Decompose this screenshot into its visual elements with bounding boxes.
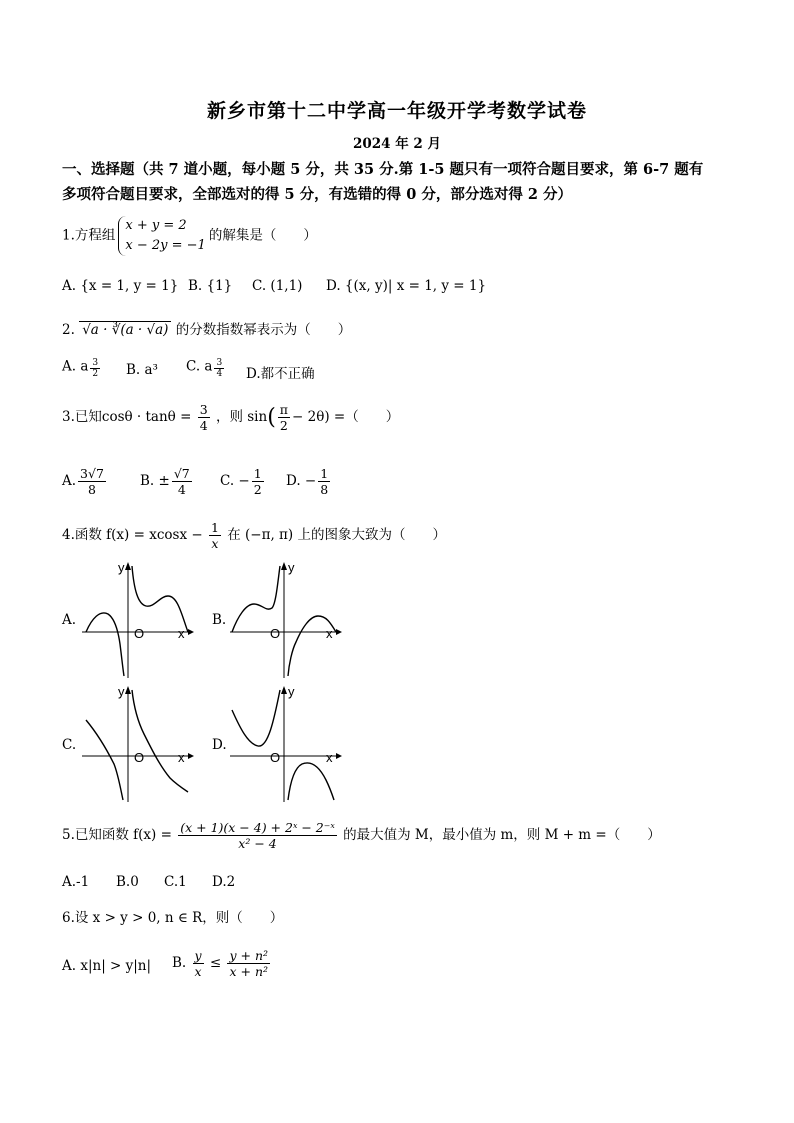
q4-graph-b-origin-label: O (270, 626, 281, 641)
q2-option-d: D.都不正确 (246, 366, 315, 382)
q1-prefix: 1.方程组 (62, 227, 116, 244)
q4-graph-d-origin-label: O (270, 750, 281, 765)
q4-label-a: A. (62, 612, 77, 628)
q2-radical-expression: √a · ∛(a · √a) (79, 321, 171, 338)
q4-label-b: B. (212, 612, 227, 628)
q4-graph-c-x-label: x (178, 750, 185, 765)
page-title: 新乡市第十二中学高一年级开学考数学试卷 (206, 100, 587, 122)
q1-option-d: D. {(x, y)| x = 1, y = 1} (326, 278, 487, 294)
q5-option-b: B.0 (116, 874, 139, 890)
question-4: 4.函数 f(x) = xcosx − $\frac{1}{x}$ 在 (−π, π) 上的图象大致为（ ） (62, 520, 446, 551)
q2-option-c: C. a $\frac{3}{4}$ (186, 358, 223, 379)
q1-option-a: A. {x = 1, y = 1} (62, 278, 179, 294)
q4-graph-c (78, 684, 196, 804)
q5-option-c: C.1 (164, 874, 187, 890)
q4-graph-b-x-label: x (326, 626, 333, 641)
q4-graph-b (226, 560, 344, 680)
q4-graph-c-y-label: y (118, 684, 125, 699)
exam-date: 2024 年 2 月 (352, 136, 442, 152)
q4-graph-a-x-label: x (178, 626, 185, 641)
question-6: 6.设 x > y > 0, n ∈ R，则（ ） (62, 910, 284, 926)
q2-text: 的分数指数幂表示为（ ） (175, 322, 352, 338)
q4-label-c: C. (62, 737, 77, 753)
q1-equation-system (118, 216, 205, 256)
q1-option-c: C. (1,1) (252, 278, 303, 294)
q1-suffix: 的解集是（ ） (208, 227, 317, 244)
q3-option-a: A. $\frac{3√7}{8}$ (62, 466, 104, 497)
q4-graph-d-y-label: y (288, 684, 295, 699)
q4-graph-d (226, 684, 344, 804)
q1-eq2: x − 2y = −1 (125, 238, 206, 253)
q5-option-d: D.2 (212, 874, 236, 890)
q3-option-b: B. ± $\frac{√7}{4}$ (140, 466, 190, 497)
q4-graph-a-origin-label: O (134, 626, 145, 641)
question-1 (62, 216, 317, 256)
q1-option-b: B. {1} (188, 278, 233, 294)
q2-number: 2. (62, 322, 75, 338)
question-3: 3.已知cosθ · tanθ = $\frac{3}{4}$ ，则 sin( $\frac{\pi}{2}$ − 2θ) =（ ） (62, 402, 400, 433)
q3-option-c: C. − $\frac{1}{2}$ (220, 466, 262, 497)
question-5: 5.已知函数 f(x) = $\frac{\text{(x + 1)(x − 4) + 2ˣ − 2⁻ˣ}}{\text{x² − 4}}$ 的最大值为 M，最小值为 m，则 M + m =（ ） (62, 820, 661, 851)
q2-option-b: B. a³ (126, 362, 158, 378)
q5-option-a: A.-1 (62, 874, 90, 890)
q4-graph-d-x-label: x (326, 750, 333, 765)
section-header-line1: 一、选择题（共 7 道小题，每小题 5 分，共 35 分.第 1-5 题只有一项符合题目要求，第 6-7 题有 (62, 161, 704, 178)
section-header-line2: 多项符合题目要求，全部选对的得 5 分，有选错的得 0 分，部分选对得 2 分） (62, 186, 573, 203)
question-2 (62, 318, 351, 338)
q4-graph-b-y-label: y (288, 560, 295, 575)
q3-option-d: D. − $\frac{1}{8}$ (286, 466, 329, 497)
q4-graph-a-y-label: y (118, 560, 125, 575)
q6-option-a: A. x|n| > y|n| (62, 958, 152, 974)
q4-graph-c-origin-label: O (134, 750, 145, 765)
q4-label-d: D. (212, 737, 227, 753)
q4-graph-a (78, 560, 196, 680)
q6-option-b: B. $\frac{y}{x}$ ≤ $\frac{\text{y + n²}}{\text{x + n²}}$ (172, 948, 269, 979)
q2-option-a: A. a $\frac{3}{2}$ (62, 358, 99, 379)
q1-eq1: x + y = 2 (125, 218, 187, 233)
